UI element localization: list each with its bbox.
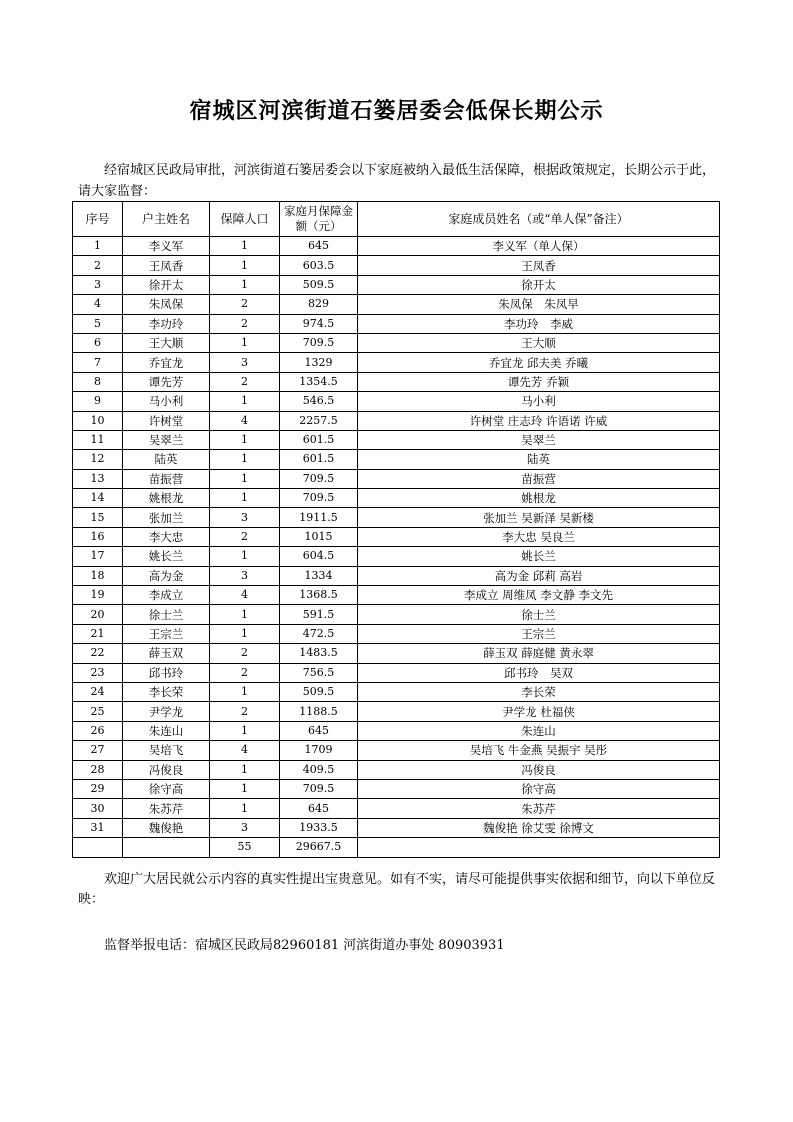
row-covered-people: 1 xyxy=(210,430,280,449)
table-row xyxy=(73,682,720,701)
row-family-members: 苗振营 xyxy=(358,469,720,488)
row-household-head: 苗振营 xyxy=(123,469,210,488)
row-covered-people: 1 xyxy=(210,275,280,294)
table-header-row xyxy=(73,202,720,237)
row-serial: 31 xyxy=(73,818,123,837)
header-family-members: 家庭成员姓名（或“单人保”备注） xyxy=(358,202,720,237)
row-family-members: 徐守高 xyxy=(358,779,720,798)
row-monthly-amount: 509.5 xyxy=(280,275,358,294)
row-covered-people: 3 xyxy=(210,818,280,837)
row-household-head: 姚根龙 xyxy=(123,489,210,508)
row-covered-people: 4 xyxy=(210,411,280,430)
row-household-head: 李成立 xyxy=(123,586,210,605)
row-serial: 15 xyxy=(73,508,123,527)
row-covered-people: 2 xyxy=(210,663,280,682)
row-monthly-amount: 709.5 xyxy=(280,333,358,352)
row-family-members: 乔宜龙 邱夫美 乔曦 xyxy=(358,353,720,372)
row-serial: 12 xyxy=(73,450,123,469)
row-family-members: 薛玉双 薛庭健 黄永翠 xyxy=(358,644,720,663)
row-family-members: 王凤香 xyxy=(358,256,720,275)
row-monthly-amount: 709.5 xyxy=(280,489,358,508)
row-serial: 8 xyxy=(73,372,123,391)
row-serial: 11 xyxy=(73,430,123,449)
row-monthly-amount: 603.5 xyxy=(280,256,358,275)
row-serial: 3 xyxy=(73,275,123,294)
row-monthly-amount: 546.5 xyxy=(280,392,358,411)
row-family-members: 邱书玲 吴双 xyxy=(358,663,720,682)
row-covered-people: 1 xyxy=(210,450,280,469)
row-household-head: 王宗兰 xyxy=(123,624,210,643)
row-serial: 9 xyxy=(73,392,123,411)
row-serial: 20 xyxy=(73,605,123,624)
row-household-head: 尹学龙 xyxy=(123,702,210,721)
row-household-head: 李长荣 xyxy=(123,682,210,701)
row-household-head: 王凤香 xyxy=(123,256,210,275)
row-household-head: 徐士兰 xyxy=(123,605,210,624)
row-serial: 28 xyxy=(73,760,123,779)
row-covered-people: 1 xyxy=(210,469,280,488)
row-monthly-amount: 709.5 xyxy=(280,779,358,798)
row-family-members: 朱连山 xyxy=(358,721,720,740)
row-covered-people: 4 xyxy=(210,741,280,760)
table-row xyxy=(73,624,720,643)
row-serial: 25 xyxy=(73,702,123,721)
row-household-head: 李义军 xyxy=(123,237,210,256)
total-covered-people: 55 xyxy=(210,838,280,857)
row-serial: 16 xyxy=(73,527,123,546)
row-serial: 6 xyxy=(73,333,123,352)
table-row xyxy=(73,818,720,837)
totals-cell xyxy=(73,838,123,857)
row-household-head: 王大顺 xyxy=(123,333,210,352)
row-family-members: 谭先芳 乔颖 xyxy=(358,372,720,391)
row-monthly-amount: 509.5 xyxy=(280,682,358,701)
row-serial: 26 xyxy=(73,721,123,740)
row-serial: 2 xyxy=(73,256,123,275)
table-row xyxy=(73,237,720,256)
total-monthly-amount: 29667.5 xyxy=(280,838,358,857)
row-household-head: 徐开太 xyxy=(123,275,210,294)
row-covered-people: 1 xyxy=(210,779,280,798)
row-family-members: 李义军（单人保） xyxy=(358,237,720,256)
table-row xyxy=(73,295,720,314)
row-monthly-amount: 1015 xyxy=(280,527,358,546)
row-monthly-amount: 1329 xyxy=(280,353,358,372)
row-covered-people: 2 xyxy=(210,527,280,546)
row-serial: 10 xyxy=(73,411,123,430)
row-monthly-amount: 1188.5 xyxy=(280,702,358,721)
row-household-head: 陆英 xyxy=(123,450,210,469)
header-household-head: 户主姓名 xyxy=(123,202,210,237)
row-household-head: 李大忠 xyxy=(123,527,210,546)
table-row xyxy=(73,586,720,605)
row-covered-people: 1 xyxy=(210,799,280,818)
row-family-members: 许树堂 庄志玲 许语诺 许威 xyxy=(358,411,720,430)
row-family-members: 李功玲 李威 xyxy=(358,314,720,333)
table-row xyxy=(73,663,720,682)
table-row xyxy=(73,450,720,469)
row-covered-people: 1 xyxy=(210,624,280,643)
row-family-members: 姚长兰 xyxy=(358,547,720,566)
row-covered-people: 1 xyxy=(210,760,280,779)
contact-line: 监督举报电话：宿城区民政局82960181 河滨街道办事处 80903931 xyxy=(104,938,505,953)
table-row xyxy=(73,489,720,508)
row-family-members: 王宗兰 xyxy=(358,624,720,643)
row-household-head: 朱凤保 xyxy=(123,295,210,314)
row-serial: 30 xyxy=(73,799,123,818)
recipient-table xyxy=(72,201,720,858)
row-monthly-amount: 604.5 xyxy=(280,547,358,566)
row-family-members: 姚根龙 xyxy=(358,489,720,508)
row-monthly-amount: 1709 xyxy=(280,741,358,760)
row-covered-people: 1 xyxy=(210,392,280,411)
row-family-members: 冯俊良 xyxy=(358,760,720,779)
table-row xyxy=(73,353,720,372)
row-household-head: 乔宜龙 xyxy=(123,353,210,372)
row-monthly-amount: 829 xyxy=(280,295,358,314)
row-covered-people: 1 xyxy=(210,237,280,256)
row-family-members: 王大顺 xyxy=(358,333,720,352)
row-household-head: 许树堂 xyxy=(123,411,210,430)
header-covered-people: 保障人口 xyxy=(210,202,280,237)
row-family-members: 马小利 xyxy=(358,392,720,411)
row-family-members: 李大忠 吴良兰 xyxy=(358,527,720,546)
row-household-head: 姚长兰 xyxy=(123,547,210,566)
row-family-members: 徐士兰 xyxy=(358,605,720,624)
row-household-head: 吴培飞 xyxy=(123,741,210,760)
table-row xyxy=(73,392,720,411)
row-household-head: 朱连山 xyxy=(123,721,210,740)
row-household-head: 张加兰 xyxy=(123,508,210,527)
table-body xyxy=(73,237,720,838)
row-covered-people: 1 xyxy=(210,605,280,624)
row-household-head: 朱苏芹 xyxy=(123,799,210,818)
row-covered-people: 2 xyxy=(210,702,280,721)
row-covered-people: 4 xyxy=(210,586,280,605)
intro-paragraph: 经宿城区民政局审批，河滨街道石篓居委会以下家庭被纳入最低生活保障，根据政策规定，长期公示于此，请大家监督： xyxy=(78,163,716,199)
row-household-head: 邱书玲 xyxy=(123,663,210,682)
row-family-members: 陆英 xyxy=(358,450,720,469)
totals-row xyxy=(73,838,720,857)
table-row xyxy=(73,779,720,798)
row-covered-people: 1 xyxy=(210,489,280,508)
row-monthly-amount: 601.5 xyxy=(280,450,358,469)
row-household-head: 谭先芳 xyxy=(123,372,210,391)
row-monthly-amount: 709.5 xyxy=(280,469,358,488)
row-monthly-amount: 1911.5 xyxy=(280,508,358,527)
row-household-head: 薛玉双 xyxy=(123,644,210,663)
table-row xyxy=(73,275,720,294)
table-row xyxy=(73,256,720,275)
row-family-members: 尹学龙 杜福侠 xyxy=(358,702,720,721)
table-row xyxy=(73,760,720,779)
row-covered-people: 2 xyxy=(210,295,280,314)
table-row xyxy=(73,605,720,624)
table-row xyxy=(73,430,720,449)
feedback-paragraph: 欢迎广大居民就公示内容的真实性提出宝贵意见。如有不实，请尽可能提供事实依据和细节，向以下单位反映： xyxy=(78,872,716,907)
row-covered-people: 1 xyxy=(210,333,280,352)
page-title: 宿城区河滨街道石篓居委会低保长期公示 xyxy=(189,98,604,124)
row-monthly-amount: 591.5 xyxy=(280,605,358,624)
row-household-head: 冯俊良 xyxy=(123,760,210,779)
table-row xyxy=(73,702,720,721)
row-family-members: 高为金 邱莉 高岩 xyxy=(358,566,720,585)
row-monthly-amount: 1483.5 xyxy=(280,644,358,663)
row-covered-people: 3 xyxy=(210,353,280,372)
row-family-members: 李长荣 xyxy=(358,682,720,701)
row-serial: 19 xyxy=(73,586,123,605)
row-serial: 23 xyxy=(73,663,123,682)
row-monthly-amount: 974.5 xyxy=(280,314,358,333)
row-serial: 18 xyxy=(73,566,123,585)
row-covered-people: 2 xyxy=(210,644,280,663)
row-serial: 17 xyxy=(73,547,123,566)
table-row xyxy=(73,527,720,546)
row-family-members: 朱凤保 朱凤早 xyxy=(358,295,720,314)
row-covered-people: 1 xyxy=(210,721,280,740)
row-serial: 13 xyxy=(73,469,123,488)
row-serial: 21 xyxy=(73,624,123,643)
row-covered-people: 1 xyxy=(210,547,280,566)
row-serial: 14 xyxy=(73,489,123,508)
row-monthly-amount: 409.5 xyxy=(280,760,358,779)
table-row xyxy=(73,372,720,391)
row-monthly-amount: 1368.5 xyxy=(280,586,358,605)
row-family-members: 张加兰 吴新泽 吴新楼 xyxy=(358,508,720,527)
table-row xyxy=(73,411,720,430)
table-row xyxy=(73,721,720,740)
row-family-members: 吴培飞 牛金燕 吴振宇 吴彤 xyxy=(358,741,720,760)
row-family-members: 朱苏芹 xyxy=(358,799,720,818)
row-serial: 4 xyxy=(73,295,123,314)
row-serial: 22 xyxy=(73,644,123,663)
table-row xyxy=(73,566,720,585)
row-monthly-amount: 645 xyxy=(280,237,358,256)
table-row xyxy=(73,314,720,333)
row-monthly-amount: 756.5 xyxy=(280,663,358,682)
row-monthly-amount: 1933.5 xyxy=(280,818,358,837)
row-covered-people: 3 xyxy=(210,566,280,585)
row-household-head: 马小利 xyxy=(123,392,210,411)
row-monthly-amount: 601.5 xyxy=(280,430,358,449)
table-row xyxy=(73,547,720,566)
header-monthly-amount: 家庭月保障金额（元） xyxy=(280,202,358,237)
row-household-head: 高为金 xyxy=(123,566,210,585)
row-monthly-amount: 1334 xyxy=(280,566,358,585)
row-covered-people: 2 xyxy=(210,314,280,333)
row-monthly-amount: 645 xyxy=(280,799,358,818)
table-row xyxy=(73,508,720,527)
table-row xyxy=(73,469,720,488)
row-family-members: 魏俊艳 徐艾雯 徐博文 xyxy=(358,818,720,837)
row-household-head: 魏俊艳 xyxy=(123,818,210,837)
row-household-head: 李功玲 xyxy=(123,314,210,333)
totals-cell xyxy=(358,838,720,857)
row-serial: 1 xyxy=(73,237,123,256)
row-serial: 5 xyxy=(73,314,123,333)
row-serial: 7 xyxy=(73,353,123,372)
row-household-head: 徐守高 xyxy=(123,779,210,798)
row-monthly-amount: 645 xyxy=(280,721,358,740)
table-row xyxy=(73,741,720,760)
header-serial: 序号 xyxy=(73,202,123,237)
row-serial: 29 xyxy=(73,779,123,798)
row-covered-people: 3 xyxy=(210,508,280,527)
row-monthly-amount: 2257.5 xyxy=(280,411,358,430)
row-family-members: 李成立 周维凤 李文静 李文先 xyxy=(358,586,720,605)
row-monthly-amount: 472.5 xyxy=(280,624,358,643)
row-covered-people: 1 xyxy=(210,682,280,701)
table-row xyxy=(73,799,720,818)
row-serial: 24 xyxy=(73,682,123,701)
row-family-members: 徐开太 xyxy=(358,275,720,294)
row-covered-people: 2 xyxy=(210,372,280,391)
table-row xyxy=(73,644,720,663)
row-family-members: 吴翠兰 xyxy=(358,430,720,449)
row-serial: 27 xyxy=(73,741,123,760)
table-row xyxy=(73,333,720,352)
row-household-head: 吴翠兰 xyxy=(123,430,210,449)
row-covered-people: 1 xyxy=(210,256,280,275)
totals-cell xyxy=(123,838,210,857)
row-monthly-amount: 1354.5 xyxy=(280,372,358,391)
